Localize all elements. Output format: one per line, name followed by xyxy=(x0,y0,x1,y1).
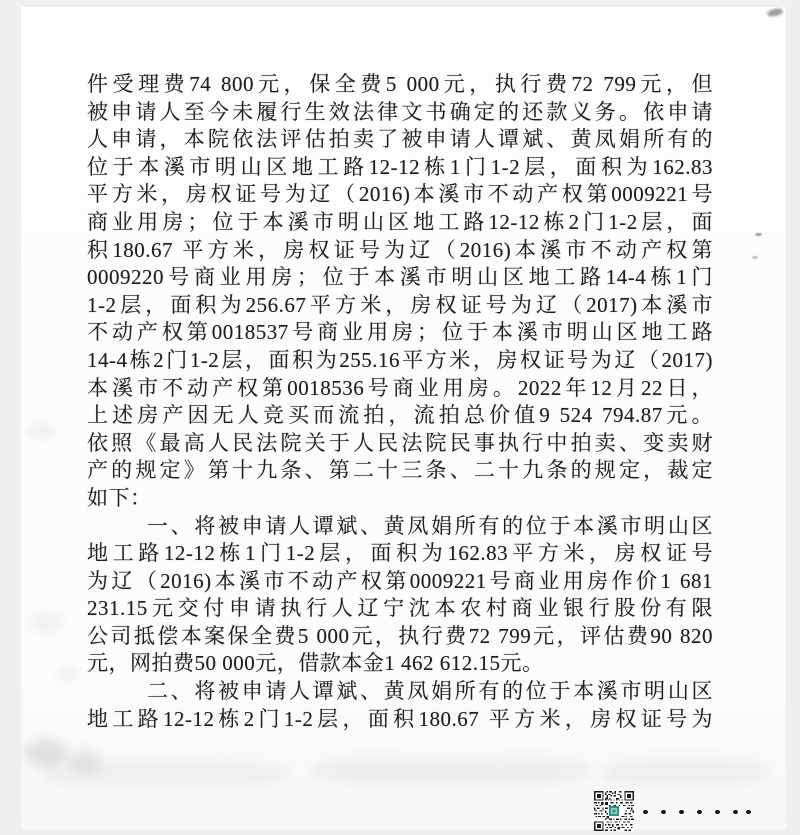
dot-row xyxy=(643,807,751,817)
stamp-dot xyxy=(679,810,684,815)
text-line: 地工路12-12栋2门1-2层，面积180.67 平方米，房权证号为 xyxy=(87,706,713,731)
stamp-dot xyxy=(697,810,702,815)
text-line: 231.15元交付申请执行人辽宁沈本农村商业银行股份有限 xyxy=(87,596,713,621)
text-line: 公司抵偿本案保全费5 000元，执行费72 799元，评估费90 820 xyxy=(87,623,713,648)
text-line: 如下： xyxy=(87,485,152,510)
qr-code-icon xyxy=(592,791,636,831)
document-page xyxy=(21,7,786,829)
text-line: 依照《最高人民法院关于人民法院民事执行中拍卖、变卖财 xyxy=(87,430,713,455)
text-line: 地工路12-12栋1门1-2层，面积为162.83平方米，房权证号 xyxy=(87,541,713,566)
text-line: 为辽（2016)本溪市不动产权第0009221号商业用房作价1 681 xyxy=(87,568,713,593)
stamp-dot xyxy=(661,810,666,815)
text-line: 0009220号商业用房；位于本溪市明山区地工路14-4栋1门 xyxy=(87,265,713,290)
text-line: 1-2层，面积为256.67平方米，房权证号为辽（2017)本溪市 xyxy=(87,292,713,317)
scan-smudge xyxy=(31,613,63,633)
stamp-dot xyxy=(733,810,738,815)
text-line: 被申请人至今未履行生效法律文书确定的还款义务。依申请 xyxy=(87,99,713,124)
stamp-dot xyxy=(746,810,751,815)
text-line: 元，网拍费50 000元，借款本金1 462 612.15元。 xyxy=(87,651,544,676)
scan-smudge xyxy=(27,423,55,439)
text-line: 本溪市不动产权第0018536号商业用房。2022年12月22日， xyxy=(87,375,713,400)
text-line: 件受理费74 800元，保全费5 000元，执行费72 799元，但 xyxy=(87,72,713,96)
stamp-dot xyxy=(643,810,648,815)
scan-speck xyxy=(766,7,783,17)
scan-smudge xyxy=(25,739,67,767)
scan-smudge xyxy=(57,667,77,681)
text-line: 14-4栋2门1-2层，面积为255.16平方米，房权证号为辽（2017) xyxy=(87,347,713,372)
text-line: 平方米，房权证号为辽（2016)本溪市不动产权第0009221号 xyxy=(87,182,713,207)
scan-speck xyxy=(752,256,758,259)
scan-band-artifact xyxy=(311,757,591,785)
text-line: 一、将被申请人谭斌、黄凤娟所有的位于本溪市明山区 xyxy=(147,513,713,538)
text-line: 人申请，本院依法评估拍卖了被申请人谭斌、黄凤娟所有的 xyxy=(87,127,713,152)
text-line: 上述房产因无人竞买而流拍，流拍总价值9 524 794.87元。 xyxy=(87,403,713,428)
text-line: 不动产权第0018537号商业用房；位于本溪市明山区地工路 xyxy=(87,320,713,345)
text-line: 二、将被申请人谭斌、黄凤娟所有的位于本溪市明山区 xyxy=(147,679,713,704)
text-line: 商业用房；位于本溪市明山区地工路12-12栋2门1-2层，面 xyxy=(87,209,713,234)
text-line: 产的规定》第十九条、第二十三条、二十九条的规定，裁定 xyxy=(87,458,713,483)
stamp-dot xyxy=(715,810,720,815)
text-line: 积180.67 平方米，房权证号为辽（2016)本溪市不动产权第 xyxy=(87,237,713,262)
scan-band-artifact xyxy=(41,761,291,787)
scan-speck xyxy=(755,233,762,236)
scan-band-artifact xyxy=(601,759,771,785)
scan-smudge xyxy=(67,749,101,773)
document-text xyxy=(87,71,713,733)
text-line: 位于本溪市明山区地工路12-12栋1门1-2层，面积为162.83 xyxy=(87,154,713,179)
